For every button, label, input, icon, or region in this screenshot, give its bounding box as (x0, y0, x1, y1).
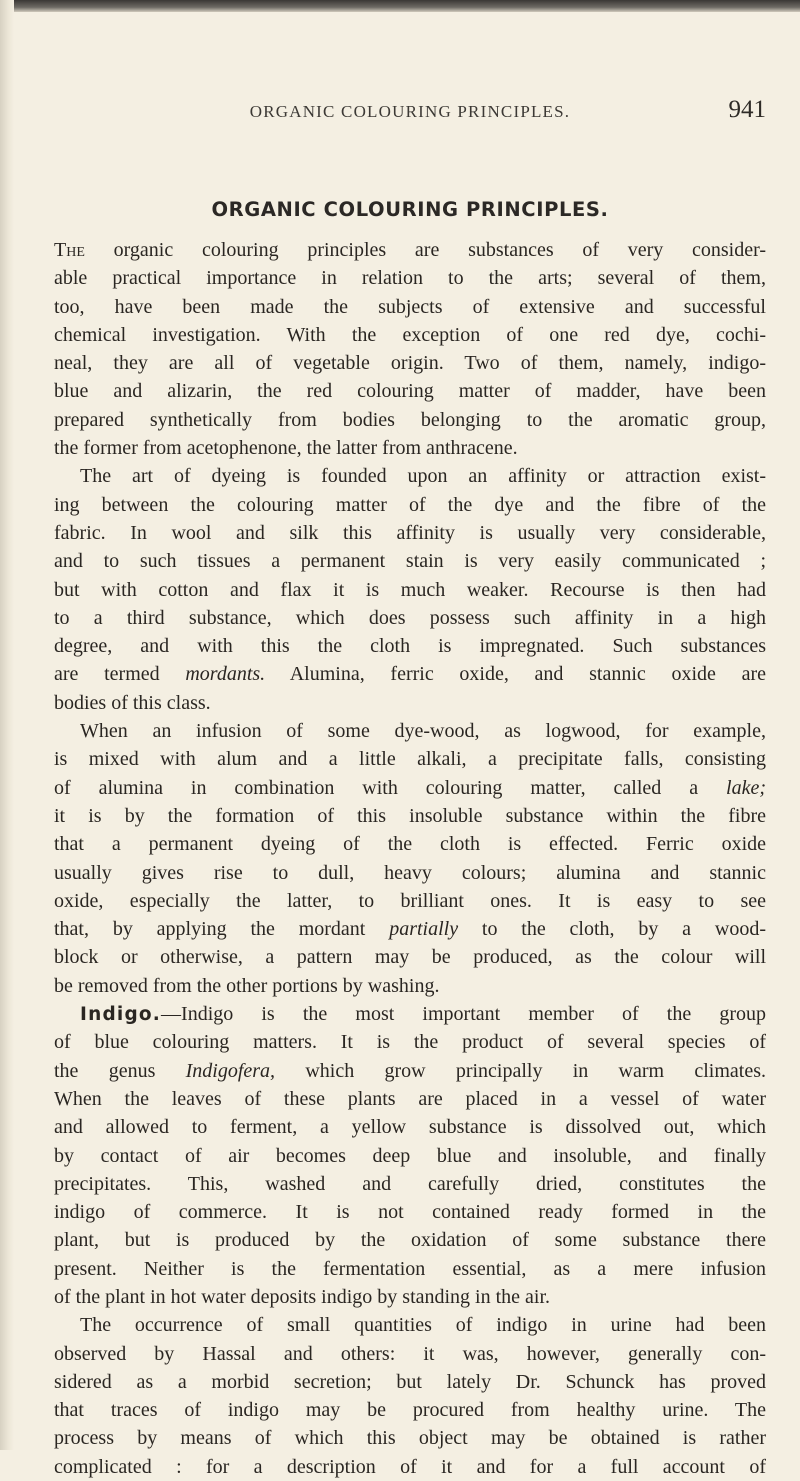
text-line (54, 321, 766, 349)
text-line (54, 462, 766, 490)
text-run: be removed from the other portions by washing. (54, 974, 440, 997)
text-run: that, by applying the mordant (54, 918, 390, 941)
text-run: block or otherwise, a pattern may be produced, as the colour will (54, 946, 766, 969)
text-run: it is by the formation of this insoluble substance within the fibre (54, 804, 766, 827)
text-run: present. Neither is the fermentation essential, as a mere infusion (54, 1257, 766, 1280)
text-run: fabric. In wool and silk this affinity is usually very considerable, (54, 521, 766, 544)
text-run: that traces of indigo may be procured from healthy urine. The (54, 1399, 766, 1422)
text-run: When the leaves of these plants are placed in a vessel of water (54, 1087, 766, 1110)
text-line (54, 887, 766, 915)
text-run: degree, and with this the cloth is impregnated. Such substances (54, 635, 766, 658)
text-line (54, 972, 766, 1000)
text-line (54, 1283, 766, 1311)
text-line (54, 519, 766, 547)
text-line (54, 632, 766, 660)
text-line (54, 349, 766, 377)
italic-term: Indigofera, (185, 1059, 276, 1082)
text-line (54, 1113, 766, 1141)
text-run: and to such tissues a permanent stain is very easily communicated ; (54, 550, 766, 573)
text-line (54, 293, 766, 321)
text-run: the former from acetophenone, the latter from anthracene. (54, 437, 518, 460)
text-line (54, 1085, 766, 1113)
text-run: which grow principally in warm climates. (275, 1059, 766, 1082)
text-run: and allowed to ferment, a yellow substance is dissolved out, which (54, 1116, 766, 1139)
text-run: of the plant in hot water deposits indigo by standing in the air. (54, 1285, 551, 1308)
text-line (54, 689, 766, 717)
page-top-edge (0, 0, 800, 12)
italic-term: lake; (726, 776, 766, 799)
text-run: When an infusion of some dye-wood, as logwood, for example, (80, 720, 766, 743)
text-run: indigo of commerce. It is not contained ready formed in the (54, 1201, 766, 1224)
text-run: plant, but is produced by the oxidation of some substance there (54, 1229, 766, 1252)
text-run: are termed (54, 663, 186, 686)
text-run: neal, they are all of vegetable origin. Two of them, namely, indigo- (54, 352, 766, 375)
text-line (54, 1453, 766, 1481)
running-title: ORGANIC COLOURING PRINCIPLES. (249, 102, 571, 121)
text-run: oxide, especially the latter, to brilliant ones. It is easy to see (54, 889, 766, 912)
text-run: the genus (54, 1059, 186, 1082)
text-line (54, 1142, 766, 1170)
text-line (54, 264, 766, 292)
text-run: of alumina in combination with colouring matter, called a (54, 776, 727, 799)
text-run: The (54, 239, 85, 261)
text-run: observed by Hassal and others: it was, however, generally con- (54, 1342, 766, 1365)
text-line (54, 434, 766, 462)
text-line (54, 1057, 766, 1085)
text-run: The occurrence of small quantities of indigo in urine had been (80, 1314, 766, 1337)
text-line (54, 377, 766, 405)
text-line (54, 774, 766, 802)
text-line (54, 236, 766, 264)
italic-term: mordants. (185, 663, 266, 686)
text-line (54, 717, 766, 745)
text-run: The art of dyeing is founded upon an affinity or attraction exist- (80, 465, 766, 488)
text-line (54, 604, 766, 632)
text-line (54, 1198, 766, 1226)
text-line (54, 830, 766, 858)
text-run: organic colouring principles are substances of very consider- (84, 239, 766, 261)
text-run: usually gives rise to dull, heavy colours; alumina and stannic (54, 861, 766, 884)
text-run: precipitates. This, washed and carefully dried, constitutes the (54, 1172, 766, 1195)
page-number: 941 (728, 96, 766, 123)
text-run: ing between the colouring matter of the dye and the fibre of the (54, 493, 766, 516)
text-line (54, 1255, 766, 1283)
body-text (54, 236, 766, 1481)
text-run: prepared synthetically from bodies belonging to the aromatic group, (54, 408, 766, 431)
text-line (54, 1396, 766, 1424)
page-left-edge (0, 0, 14, 1450)
text-line (54, 1340, 766, 1368)
text-run: is mixed with alum and a little alkali, a precipitate falls, consisting (54, 748, 766, 771)
running-head (54, 96, 766, 132)
text-line (54, 547, 766, 575)
text-line (54, 1311, 766, 1339)
italic-term: partially (389, 918, 459, 941)
text-line (54, 576, 766, 604)
text-line (54, 943, 766, 971)
text-run: too, have been made the subjects of extensive and successful (54, 295, 766, 318)
text-line (54, 491, 766, 519)
text-line (54, 660, 766, 688)
text-run: Alumina, ferric oxide, and stannic oxide are (265, 663, 766, 686)
text-line (54, 406, 766, 434)
text-line (54, 859, 766, 887)
text-line (54, 1170, 766, 1198)
section-heading: ORGANIC COLOURING PRINCIPLES. (211, 198, 609, 221)
text-line (54, 1424, 766, 1452)
text-run: complicated : for a description of it and for a full account of (54, 1455, 766, 1478)
text-run: —Indigo is the most important member of the group (161, 1003, 766, 1026)
text-line (54, 745, 766, 773)
text-run: to the cloth, by a wood- (458, 918, 766, 941)
run-in-heading: Indigo. (80, 1004, 162, 1026)
text-run: chemical investigation. With the exception of one red dye, cochi- (54, 323, 766, 346)
text-line (54, 1226, 766, 1254)
text-line (54, 1368, 766, 1396)
text-run: bodies of this class. (54, 691, 211, 714)
text-run: by contact of air becomes deep blue and insoluble, and finally (54, 1144, 766, 1167)
text-run: able practical importance in relation to the arts; several of them, (54, 267, 766, 290)
text-run: process by means of which this object may be obtained is rather (54, 1427, 766, 1450)
text-run: but with cotton and flax it is much weaker. Recourse is then had (54, 578, 766, 601)
text-run: blue and alizarin, the red colouring matter of madder, have been (54, 380, 766, 403)
text-run: that a permanent dyeing of the cloth is effected. Ferric oxide (54, 833, 766, 856)
text-line (54, 802, 766, 830)
text-line (54, 1028, 766, 1056)
text-line (54, 1000, 766, 1028)
text-run: to a third substance, which does possess such affinity in a high (54, 606, 766, 629)
text-run: of blue colouring matters. It is the product of several species of (54, 1031, 766, 1054)
text-line (54, 915, 766, 943)
text-run: sidered as a morbid secretion; but lately Dr. Schunck has proved (54, 1370, 766, 1393)
